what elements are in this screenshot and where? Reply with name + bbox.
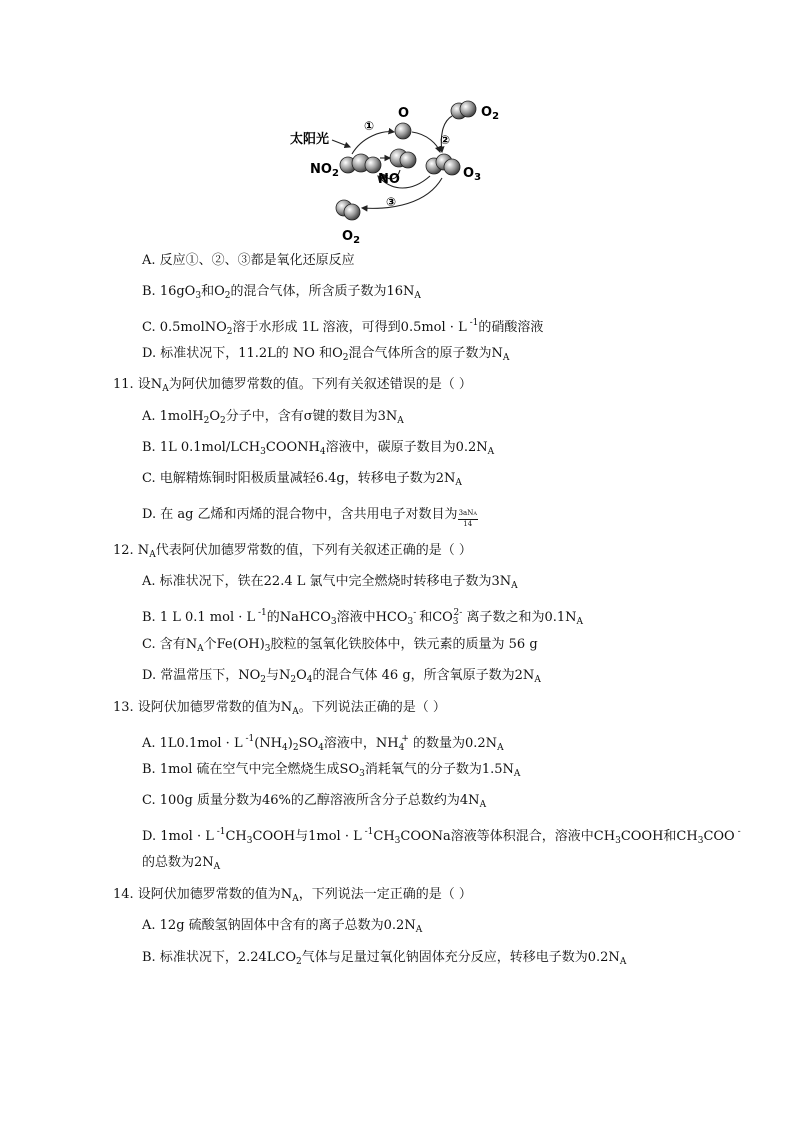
- label-o: O: [398, 106, 410, 121]
- label-o2-bottom: $O_2$: [342, 229, 361, 246]
- label-step1: ①: [364, 119, 375, 133]
- q12-option-c: C. 含有$N_A$个$Fe(OH)_3$胶粒的氢氧化铁胶体中，铁元素的质量为 56 g: [142, 637, 538, 654]
- q13-option-d-continued: 的总数为$2N_A$: [142, 855, 221, 872]
- label-o3: $O_3$: [463, 166, 482, 183]
- arrow-step3: [362, 178, 442, 208]
- q10-option-d: D. 标准状况下，11.2L的 NO 和$O_2$混合气体所含的原子数为$N_A$: [142, 346, 510, 363]
- q12-option-b: B. 1 L 0.1 mol · L $^{-1}$的NaHCO$_3$溶液中$HCO_3^-$ 和$CO_3^{2-}$ 离子数之和为$0.1N_A$: [142, 608, 583, 627]
- ozone-cycle-svg: [282, 92, 522, 248]
- no2-molecule-c: [365, 157, 381, 173]
- q11-option-c: C. 电解精炼铜时阳极质量减轻6.4g，转移电子数为$2N_A$: [142, 471, 462, 488]
- q11-option-b: B. 1L $0.1mol/LCH_3COONH_4$溶液中，碳原子数目为$0.2N_A$: [142, 440, 495, 457]
- label-no2: $NO_2$: [310, 162, 339, 179]
- q12-stem: 12. $N_A$代表阿伏加德罗常数的值，下列有关叙述正确的是（ ）: [113, 543, 472, 560]
- q14-option-a: A. 12g 硫酸氢钠固体中含有的离子总数为$0.2N_A$: [142, 918, 423, 935]
- o-atom: [395, 123, 411, 139]
- q11-option-a: A. $1molH_2O_2$分子中，含有σ键的数目为$3N_A$: [142, 409, 404, 426]
- ozone-cycle-diagram: [282, 92, 522, 248]
- o2-molecule-top-b: [460, 101, 476, 117]
- q10-option-c: C. 0.5molNO$_2$溶于水形成 1L 溶液，可得到0.5mol · L $^{-1}$的硝酸溶液: [142, 318, 544, 337]
- q12-option-d: D. 常温常压下，$NO_2$与$N_2O_4$的混合气体 46 g，所含氧原子数为$2N_A$: [142, 668, 541, 685]
- label-no: NO: [378, 172, 400, 187]
- o2-molecule-bottom-b: [344, 204, 360, 220]
- arrow-step1: [352, 132, 394, 154]
- arrow-sunlight: [332, 140, 350, 147]
- q14-option-b: B. 标准状况下，$2.24LCO_2$气体与足量过氧化钠固体充分反应，转移电子数为$0.2N_A$: [142, 950, 627, 967]
- q10-option-a: A. 反应①、②、③都是氧化还原反应: [142, 253, 355, 268]
- q13-option-c: C. 100g 质量分数为46%的乙醇溶液所含分子总数约为$4N_A$: [142, 793, 487, 810]
- q14-stem: 14. 设阿伏加德罗常数的值为$N_A$，下列说法一定正确的是（ ）: [113, 887, 472, 904]
- label-o2-top: $O_2$: [481, 105, 500, 122]
- label-step3: ③: [386, 195, 397, 209]
- q12-option-a: A. 标准状况下，铁在22.4 L 氯气中完全燃烧时转移电子数为$3N_A$: [142, 574, 518, 591]
- label-sunlight: 太阳光: [290, 132, 330, 147]
- q13-option-d: D. 1mol · L $^{-1}CH_3COOH$与1mol · L $^{-1}CH_3COONa$溶液等体积混合，溶液中$CH_3COOH$和$CH_3COO$ -: [142, 827, 741, 846]
- q13-option-b: B. 1mol 硫在空气中完全燃烧生成$SO_3$消耗氧气的分子数为$1.5N_A$: [142, 762, 521, 779]
- q11-stem: 11. 设$N_A$为阿伏加德罗常数的值。下列有关叙述错误的是（ ）: [113, 377, 472, 394]
- arrow-o-to-o3: [412, 132, 440, 152]
- q13-stem: 13. 设阿伏加德罗常数的值为$N_A$。下列说法正确的是（ ）: [113, 700, 446, 717]
- fraction-3aNA-14: $\frac{\text{3aNA}}{14}$: [458, 509, 477, 528]
- label-step2: ②: [440, 133, 451, 147]
- no-molecule-b: [400, 152, 416, 168]
- q10-option-b: B. $16gO_3$和$O_2$的混合气体，所含质子数为$16N_A$: [142, 284, 421, 301]
- q13-option-a: A. 1L0.1mol · L $^{-1}(NH_4)_2SO_4$溶液中，$NH_4^+$ 的数量为$0.2N_A$: [142, 734, 504, 753]
- o3-molecule-c: [444, 159, 460, 175]
- q11-option-d: D. 在 ag 乙烯和丙烯的混合物中，含共用电子对数目为 $\frac{\text{3aNA}}{14}$: [142, 507, 477, 528]
